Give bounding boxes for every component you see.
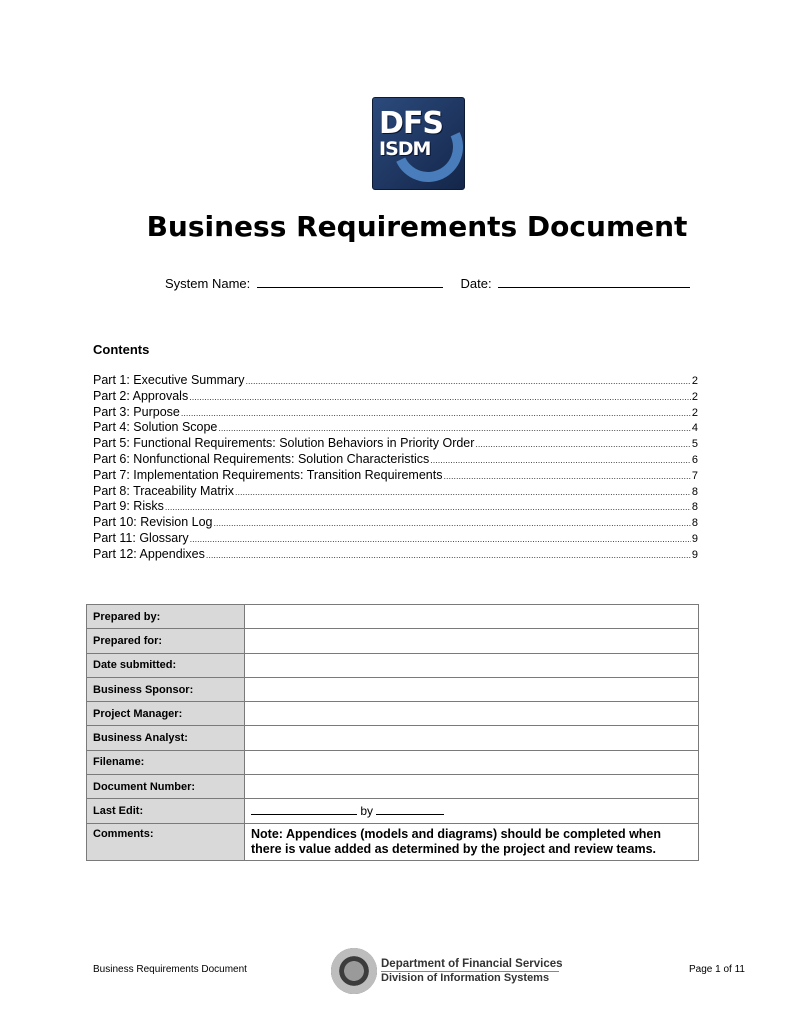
toc-entry-page: 9	[691, 548, 698, 561]
toc-entry-page: 5	[691, 438, 698, 451]
toc-entry-label: Part 10: Revision Log	[93, 515, 213, 530]
info-row-value[interactable]	[245, 775, 699, 799]
system-name-label: System Name:	[165, 276, 251, 291]
toc-entry-label: Part 9: Risks	[93, 499, 164, 514]
info-row-label: Prepared for:	[87, 629, 245, 653]
toc-leader-dots	[245, 376, 690, 386]
last-edit-row	[87, 799, 699, 823]
toc-entry[interactable]	[93, 515, 698, 531]
toc-entry-page: 8	[691, 517, 698, 530]
last-edit-author-blank[interactable]	[376, 804, 444, 815]
toc-entry[interactable]	[93, 547, 698, 563]
toc-leader-dots	[206, 550, 691, 560]
toc-entry[interactable]	[93, 452, 698, 468]
toc-entry-label: Part 4: Solution Scope	[93, 420, 218, 435]
toc-leader-dots	[475, 439, 690, 449]
toc-entry[interactable]	[93, 373, 698, 389]
toc-entry[interactable]	[93, 468, 698, 484]
toc-entry[interactable]	[93, 420, 698, 436]
division-name: Division of Information Systems	[381, 972, 550, 984]
date-label: Date:	[460, 276, 492, 291]
toc-leader-dots	[214, 518, 691, 528]
toc-entry-label: Part 6: Nonfunctional Requirements: Solution Characteristics	[93, 451, 430, 466]
info-row	[87, 726, 699, 750]
toc-leader-dots	[443, 471, 690, 481]
toc-leader-dots	[165, 502, 691, 512]
toc-entry-label: Part 11: Glossary	[93, 530, 189, 545]
toc-entry-label: Part 5: Functional Requirements: Solution Behaviors in Priority Order	[93, 436, 475, 451]
logo-text-dfs: DFS	[379, 106, 444, 141]
toc-entry-label: Part 1: Executive Summary	[93, 373, 245, 387]
info-row-label: Prepared by:	[87, 605, 245, 629]
toc-entry-label: Part 7: Implementation Requirements: Transition Requirements	[93, 467, 443, 482]
system-name-blank[interactable]	[257, 276, 443, 288]
info-row-label: Date submitted:	[87, 653, 245, 677]
info-row	[87, 702, 699, 726]
toc-leader-dots	[235, 487, 691, 497]
contents-heading: Contents	[93, 342, 150, 357]
department-name: Department of Financial Services	[381, 958, 563, 970]
toc-entry-page: 8	[691, 501, 698, 514]
toc-entry-page: 6	[691, 453, 698, 466]
info-row	[87, 629, 699, 653]
toc-leader-dots	[190, 534, 691, 544]
last-edit-label: Last Edit:	[87, 799, 245, 823]
toc-entry-page: 7	[691, 469, 698, 482]
footer-department	[381, 958, 563, 985]
last-edit-date-blank[interactable]	[251, 804, 357, 815]
header-fields	[165, 276, 690, 291]
toc-leader-dots	[430, 455, 691, 465]
last-edit-by: by	[360, 804, 374, 819]
info-row-label: Business Analyst:	[87, 726, 245, 750]
toc-entry[interactable]	[93, 405, 698, 421]
toc-entry-label: Part 8: Traceability Matrix	[93, 483, 235, 498]
toc-entry[interactable]	[93, 484, 698, 500]
page-number: Page 1 of 11	[689, 964, 745, 975]
info-row-value[interactable]	[245, 726, 699, 750]
document-info-table	[86, 604, 699, 861]
document-title: Business Requirements Document	[146, 210, 688, 243]
toc-entry-label: Part 12: Appendixes	[93, 546, 205, 561]
toc-entry-page: 2	[691, 406, 698, 419]
info-row	[87, 677, 699, 701]
info-row-label: Document Number:	[87, 775, 245, 799]
info-row	[87, 750, 699, 774]
info-row-label: Filename:	[87, 750, 245, 774]
date-blank[interactable]	[498, 276, 690, 288]
comments-label: Comments:	[87, 823, 245, 860]
footer-doc-title: Business Requirements Document	[93, 964, 247, 975]
comments-note[interactable]: Note: Appendices (models and diagrams) should be completed when there is value added as determined by the project and review teams.	[245, 823, 699, 860]
last-edit-value[interactable]	[245, 799, 699, 823]
toc-leader-dots	[189, 392, 691, 402]
toc-leader-dots	[218, 423, 690, 433]
info-row	[87, 653, 699, 677]
toc-entry-page: 4	[691, 422, 698, 435]
toc-entry[interactable]	[93, 389, 698, 405]
logo-text-isdm: ISDM	[379, 138, 431, 160]
info-row-label: Business Sponsor:	[87, 677, 245, 701]
info-row-value[interactable]	[245, 750, 699, 774]
info-row-value[interactable]	[245, 653, 699, 677]
florida-seal-icon	[331, 948, 377, 994]
info-row	[87, 775, 699, 799]
toc-entry[interactable]	[93, 531, 698, 547]
toc-entry-page: 8	[691, 485, 698, 498]
info-row-value[interactable]	[245, 629, 699, 653]
toc-entry-page: 2	[691, 390, 698, 403]
toc-leader-dots	[181, 408, 691, 418]
table-of-contents	[93, 373, 698, 563]
info-row-value[interactable]	[245, 677, 699, 701]
info-row-label: Project Manager:	[87, 702, 245, 726]
toc-entry-page: 9	[691, 532, 698, 545]
toc-entry[interactable]	[93, 436, 698, 452]
info-row-value[interactable]	[245, 605, 699, 629]
toc-entry-label: Part 3: Purpose	[93, 404, 180, 419]
comments-row	[87, 823, 699, 860]
info-row	[87, 605, 699, 629]
toc-entry[interactable]	[93, 499, 698, 515]
toc-entry-label: Part 2: Approvals	[93, 388, 189, 403]
info-row-value[interactable]	[245, 702, 699, 726]
dfs-isdm-logo	[372, 97, 465, 190]
toc-entry-page: 2	[691, 375, 698, 387]
